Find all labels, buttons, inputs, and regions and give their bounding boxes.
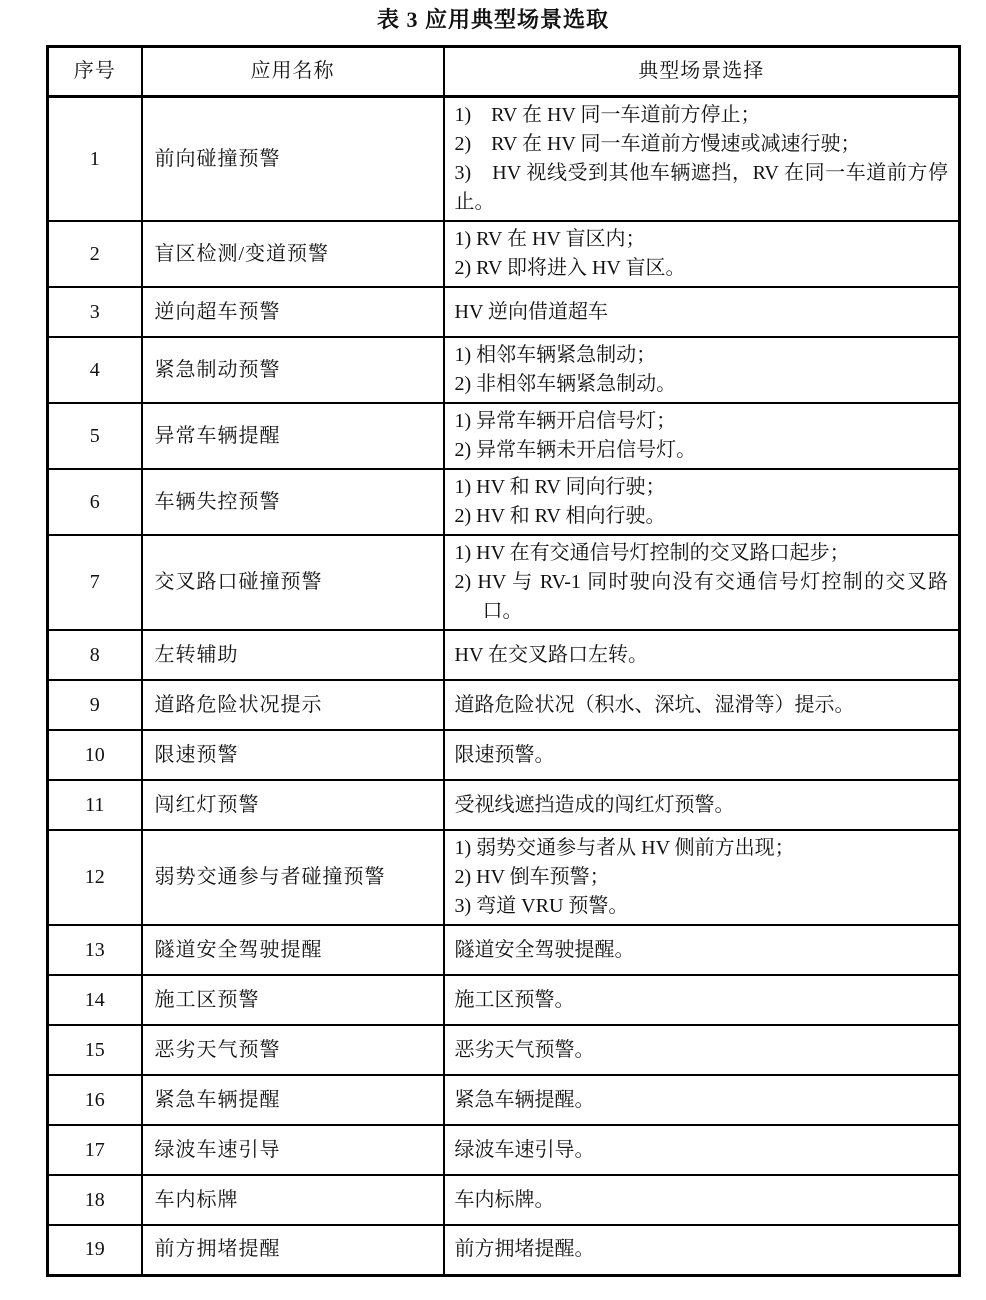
scenario-table xyxy=(46,45,961,1277)
scenario-line: 2) HV 和 RV 相向行驶。 xyxy=(454,505,666,527)
application-name-cell: 恶劣天气预警 xyxy=(142,1025,444,1075)
row-number-cell: 2 xyxy=(48,221,142,287)
application-name-cell: 前方拥堵提醒 xyxy=(142,1225,444,1275)
table-row xyxy=(48,535,960,630)
row-number-cell: 14 xyxy=(48,975,142,1025)
typical-scenario-cell xyxy=(444,730,960,780)
scenario-line: 2) 异常车辆未开启信号灯。 xyxy=(454,439,697,461)
application-name-cell: 左转辅助 xyxy=(142,630,444,680)
typical-scenario-cell xyxy=(444,97,960,222)
row-number-cell: 1 xyxy=(48,97,142,222)
row-number-cell: 13 xyxy=(48,925,142,975)
scenario-line: HV 在交叉路口左转。 xyxy=(454,643,649,666)
typical-scenario-cell xyxy=(444,925,960,975)
row-number-cell: 3 xyxy=(48,287,142,337)
table-row xyxy=(48,1175,960,1225)
row-number-cell: 12 xyxy=(48,830,142,925)
application-name-cell: 弱势交通参与者碰撞预警 xyxy=(142,830,444,925)
scenario-line: 1) 相邻车辆紧急制动； xyxy=(454,344,657,366)
typical-scenario-cell xyxy=(444,680,960,730)
application-name-cell: 隧道安全驾驶提醒 xyxy=(142,925,444,975)
scenario-line: 3) HV 视线受到其他车辆遮挡，RV 在同一车道前方停止。 xyxy=(454,162,948,213)
typical-scenario-cell xyxy=(444,1175,960,1225)
table-row xyxy=(48,975,960,1025)
table-row xyxy=(48,221,960,287)
application-name-cell: 闯红灯预警 xyxy=(142,780,444,830)
scenario-line: 隧道安全驾驶提醒。 xyxy=(454,938,635,961)
scenario-line: 3) 弯道 VRU 预警。 xyxy=(454,895,629,917)
scenario-line: HV 逆向借道超车 xyxy=(454,300,609,323)
table-row xyxy=(48,1125,960,1175)
scenario-line: 2) RV 在 HV 同一车道前方慢速或减速行驶； xyxy=(454,133,861,155)
table-body xyxy=(48,97,960,1276)
scenario-line: 1) 异常车辆开启信号灯； xyxy=(454,410,677,432)
table-row xyxy=(48,337,960,403)
scenario-line: 车内标牌。 xyxy=(454,1188,555,1211)
typical-scenario-cell xyxy=(444,630,960,680)
scenario-line: 2) 非相邻车辆紧急制动。 xyxy=(454,373,677,395)
table-row xyxy=(48,1075,960,1125)
table-row xyxy=(48,97,960,222)
typical-scenario-cell xyxy=(444,830,960,925)
table-row xyxy=(48,680,960,730)
application-name-cell: 盲区检测/变道预警 xyxy=(142,221,444,287)
row-number-cell: 4 xyxy=(48,337,142,403)
table-row xyxy=(48,730,960,780)
application-name-cell: 车内标牌 xyxy=(142,1175,444,1225)
typical-scenario-cell xyxy=(444,780,960,830)
scenario-line: 道路危险状况（积水、深坑、湿滑等）提示。 xyxy=(454,693,855,716)
typical-scenario-cell xyxy=(444,975,960,1025)
row-number-cell: 16 xyxy=(48,1075,142,1125)
typical-scenario-cell xyxy=(444,1025,960,1075)
application-name-cell: 紧急车辆提醒 xyxy=(142,1075,444,1125)
typical-scenario-cell xyxy=(444,1225,960,1275)
scenario-line: 恶劣天气预警。 xyxy=(454,1038,595,1061)
scenario-line: 2) RV 即将进入 HV 盲区。 xyxy=(454,257,686,279)
scenario-line: 施工区预警。 xyxy=(454,988,575,1011)
scenario-line: 绿波车速引导。 xyxy=(454,1138,595,1161)
scenario-line: 受视线遮挡造成的闯红灯预警。 xyxy=(454,793,735,816)
scenario-line: 限速预警。 xyxy=(454,743,555,766)
table-header-row xyxy=(48,47,960,97)
scenario-line: 1) 弱势交通参与者从 HV 侧前方出现； xyxy=(454,837,795,859)
scenario-line: 前方拥堵提醒。 xyxy=(454,1238,595,1261)
application-name-cell: 限速预警 xyxy=(142,730,444,780)
row-number-cell: 15 xyxy=(48,1025,142,1075)
application-name-cell: 逆向超车预警 xyxy=(142,287,444,337)
table-row xyxy=(48,630,960,680)
table-row xyxy=(48,403,960,469)
table-row xyxy=(48,469,960,535)
scenario-line: 1) RV 在 HV 盲区内； xyxy=(454,228,646,250)
typical-scenario-cell xyxy=(444,469,960,535)
row-number-cell: 19 xyxy=(48,1225,142,1275)
table-row xyxy=(48,287,960,337)
row-number-cell: 18 xyxy=(48,1175,142,1225)
typical-scenario-cell xyxy=(444,535,960,630)
row-number-cell: 7 xyxy=(48,535,142,630)
row-number-cell: 8 xyxy=(48,630,142,680)
scenario-line: 1) HV 和 RV 同向行驶； xyxy=(454,476,666,498)
scenario-line: 紧急车辆提醒。 xyxy=(454,1088,595,1111)
application-name-cell: 道路危险状况提示 xyxy=(142,680,444,730)
scenario-line: 2) HV 与 RV-1 同时驶向没有交通信号灯控制的交叉路口。 xyxy=(454,571,948,622)
row-number-cell: 17 xyxy=(48,1125,142,1175)
typical-scenario-cell xyxy=(444,287,960,337)
table-row xyxy=(48,780,960,830)
application-name-cell: 前向碰撞预警 xyxy=(142,97,444,222)
application-name-cell: 施工区预警 xyxy=(142,975,444,1025)
row-number-cell: 11 xyxy=(48,780,142,830)
table-row xyxy=(48,1025,960,1075)
col-header-typical-scenario: 典型场景选择 xyxy=(444,47,960,97)
col-header-application-name: 应用名称 xyxy=(142,47,444,97)
table-row xyxy=(48,1225,960,1275)
row-number-cell: 6 xyxy=(48,469,142,535)
table-row xyxy=(48,925,960,975)
row-number-cell: 9 xyxy=(48,680,142,730)
table-title: 表 3 应用典型场景选取 xyxy=(376,7,609,32)
scenario-line: 2) HV 倒车预警； xyxy=(454,866,610,888)
row-number-cell: 5 xyxy=(48,403,142,469)
application-name-cell: 紧急制动预警 xyxy=(142,337,444,403)
typical-scenario-cell xyxy=(444,1125,960,1175)
typical-scenario-cell xyxy=(444,337,960,403)
application-name-cell: 车辆失控预警 xyxy=(142,469,444,535)
scenario-line: 1) HV 在有交通信号灯控制的交叉路口起步； xyxy=(454,542,850,564)
application-name-cell: 交叉路口碰撞预警 xyxy=(142,535,444,630)
typical-scenario-cell xyxy=(444,1075,960,1125)
scenario-line: 1) RV 在 HV 同一车道前方停止； xyxy=(454,104,761,126)
application-name-cell: 异常车辆提醒 xyxy=(142,403,444,469)
table-row xyxy=(48,830,960,925)
typical-scenario-cell xyxy=(444,221,960,287)
application-name-cell: 绿波车速引导 xyxy=(142,1125,444,1175)
row-number-cell: 10 xyxy=(48,730,142,780)
col-header-number: 序号 xyxy=(48,47,142,97)
typical-scenario-cell xyxy=(444,403,960,469)
